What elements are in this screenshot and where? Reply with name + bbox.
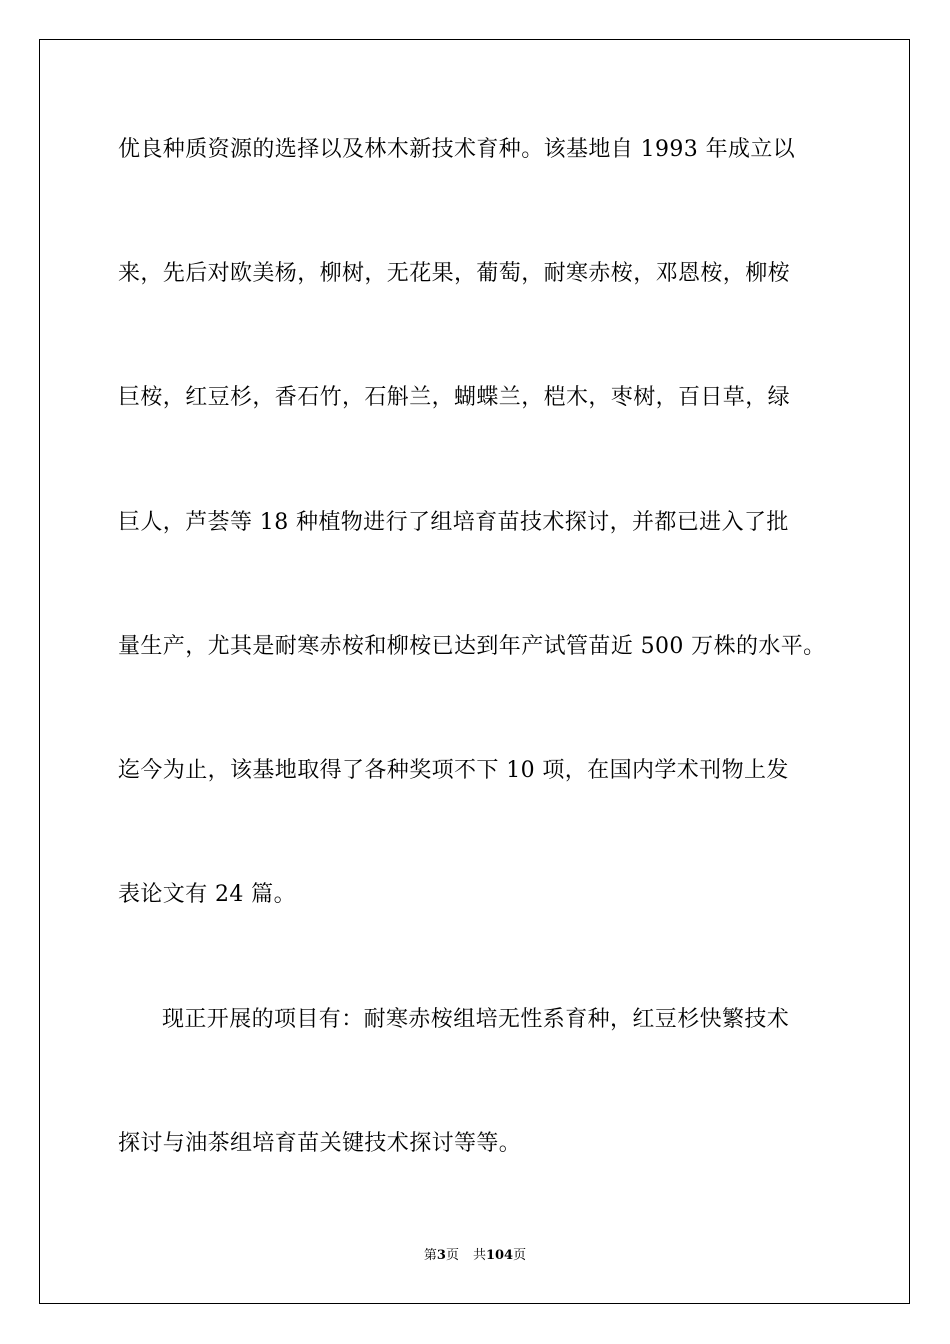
page-prefix: 第 — [423, 1248, 437, 1263]
page-footer — [0, 1247, 950, 1265]
paragraph-line-indented: 现正开展的项目有：耐寒赤桉组培无性系育种，红豆杉快繁技术 — [162, 1007, 790, 1032]
total-prefix: 共 — [472, 1248, 486, 1263]
paragraph-line: 优良种质资源的选择以及林木新技术育种。该基地自 1993 年成立以 — [118, 137, 796, 162]
paragraph-line: 探讨与油茶组培育苗关键技术探讨等等。 — [118, 1131, 522, 1156]
paragraph-line: 迄今为止，该基地取得了各种奖项不下 10 项，在国内学术刊物上发 — [118, 758, 789, 783]
total-suffix: 页 — [513, 1248, 527, 1263]
paragraph-line: 巨人，芦荟等 18 种植物进行了组培育苗技术探讨，并都已进入了批 — [118, 510, 789, 535]
page-border — [39, 39, 910, 1304]
paragraph-line: 表论文有 24 篇。 — [118, 882, 296, 907]
paragraph-line: 量生产，尤其是耐寒赤桉和柳桉已达到年产试管苗近 500 万株的水平。 — [118, 634, 826, 659]
paragraph-line: 巨桉，红豆杉，香石竹，石斛兰，蝴蝶兰，桤木，枣树，百日草，绿 — [118, 385, 791, 410]
page-suffix: 页 — [445, 1248, 459, 1263]
total-pages: 104 — [485, 1248, 514, 1263]
page-number: 3 — [436, 1248, 446, 1263]
paragraph-line: 来，先后对欧美杨，柳树，无花果，葡萄，耐寒赤桉，邓恩桉，柳桉 — [118, 261, 791, 286]
